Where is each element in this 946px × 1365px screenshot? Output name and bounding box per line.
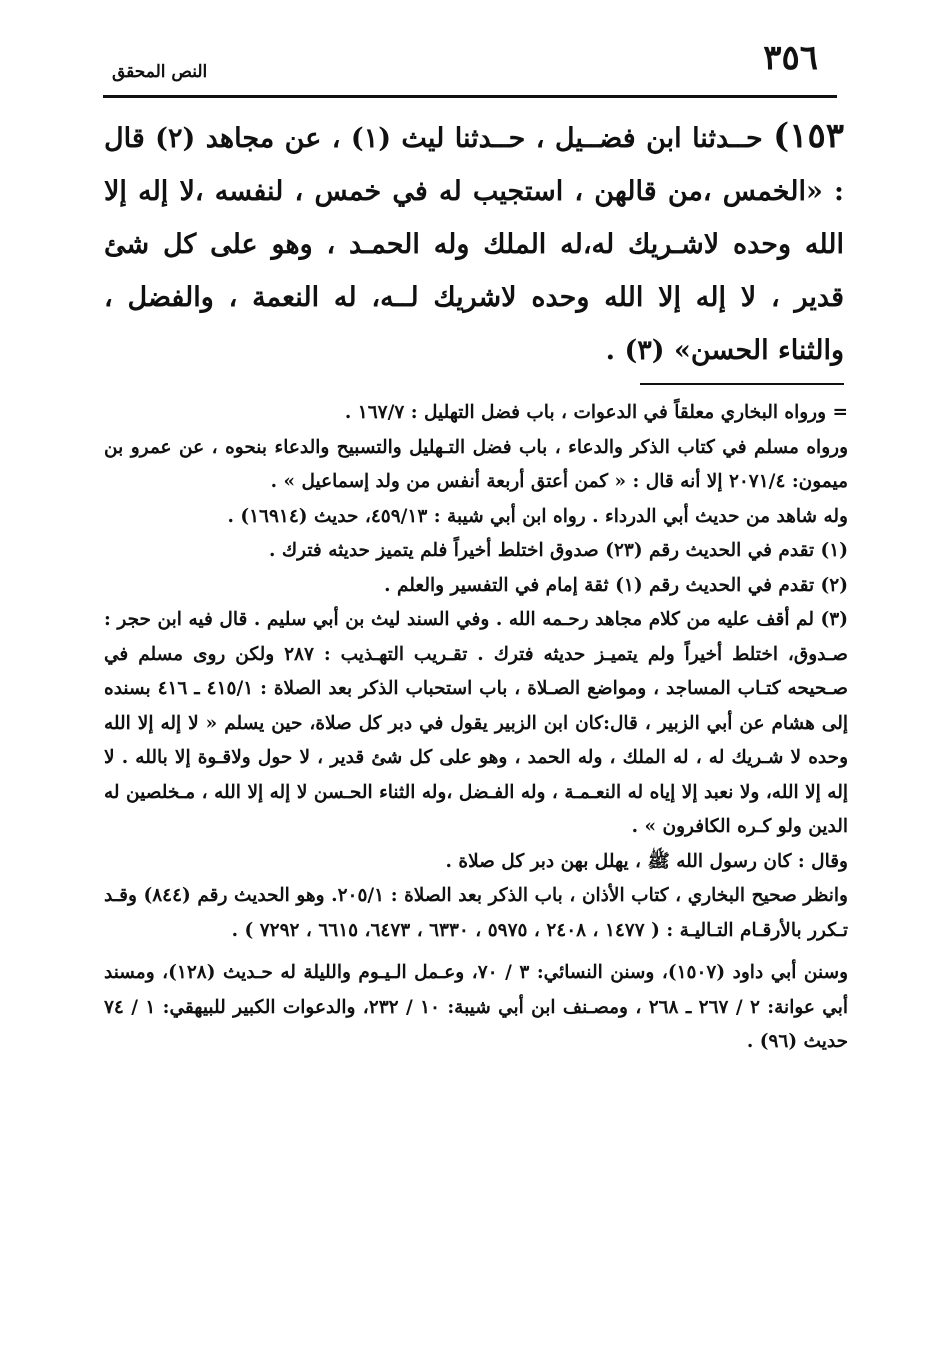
footnote-1: (١) تقدم في الحديث رقم (٢٣) صدوق اختلط أخيراً فلم يتميز حديثه فترك .	[268, 540, 848, 561]
spacer	[104, 948, 848, 956]
running-header: النص المحقق	[112, 62, 208, 82]
footnote-line: = ورواه البخاري معلقاً في الدعوات ، باب فضل التهليل : ١٦٧/٧ .	[344, 402, 848, 423]
footnotes	[104, 396, 848, 1060]
page-number: ٣٥٦	[763, 38, 818, 78]
footnote-line: وانظر صحيح البخاري ، كتاب الأذان ، باب الذكر بعد الصلاة : ٢٠٥/١. وهو الحديث رقم (٨٤٤) وقـد تـكرر بالأرقـام التـاليـة : ( ١٤٧٧ ، ٢٤٠٨ ، ٥٩٧٥ ، ٦٣٣٠ ، ٦٤٧٣، ٦٦١٥ ، ٧٢٩٢ ) .	[104, 885, 848, 941]
footnote-2: (٢) تقدم في الحديث رقم (١) ثقة إمام في التفسير والعلم .	[384, 574, 848, 596]
footnote-line: ورواه مسلم في كتاب الذكر والدعاء ، باب فضل التـهليل والتسبيح والدعاء بنحوه ، عن عمرو بن ميمون: ٢٠٧١/٤ إلا أنه قال : « كمن أعتق أربعة أنفس من ولد إسماعيل » .	[104, 436, 848, 492]
hadith-text: حــدثنا ابن فضــيل ، حــدثنا ليث (١) ، عن مجاهد (٢) قال : «الخمس ،من قالهن ، استجيب له في خمس ، لنفسه ،لا إله إلا الله وحده لاشـريك له،له الملك وله الحمـد ، وهو على كل شئ قدير ، لا إله إلا الله وحده لاشريك لــه، له النعمة ، والفضل ، والثناء الحسن» (٣) .	[104, 123, 844, 366]
footnote-line: وسنن أبي داود (١٥٠٧)، وسنن النسائي: ٣ / ٧٠، وعـمل الـيـوم والليلة له حـديث (١٢٨)، ومسند أبي عوانة: ٢ / ٢٦٧ ـ ٢٦٨ ، ومصـنف ابن أبي شيبة: ١٠ / ٢٣٢، والدعوات الكبير للبيهقي: ١ / ٧٤ حديث (٩٦) .	[104, 962, 849, 1052]
hadith-number: ١٥٣)	[773, 116, 844, 156]
hadith-block	[104, 110, 844, 377]
footnote-line: وله شاهد من حديث أبي الدرداء . رواه ابن أبي شيبة : ٤٥٩/١٣، حديث (١٦٩١٤) .	[227, 505, 848, 527]
footnote-line: وقال : كان رسول الله ﷺ ، يهلل بهن دبر كل صلاة .	[445, 850, 848, 872]
footnote-divider	[640, 383, 844, 385]
header-divider	[103, 95, 837, 98]
footnote-3: (٣) لم أقف عليه من كلام مجاهد رحـمه الله . وفي السند ليث بن أبي سليم . قال فيه ابن حجر : صـدوق، اختلط أخيراً ولم يتميـز حديثه فترك . تقـريب التهـذيب : ٢٨٧ ولكن روى مسلم في صـحيحه كتـاب المساجد ، ومواضع الصـلاة ، باب استحباب الذكر بعد الصلاة : ٤١٥/١ ـ ٤١٦ بسنده إلى هشام عن أبي الزبير ، قال:كان ابن الزبير يقول في دبر كل صلاة، حين يسلم « لا إله إلا الله وحده لا شـريك له ، له الملك ، وله الحمد ، وهو على كل شئ قدير ، لا حول ولاقـوة إلا بالله . لا إله إلا الله، ولا نعبد إلا إياه له النعـمـة ، وله الفـضل ،وله الثناء الحـسن لا إله إلا الله ، مـخلصين له الدين ولو كـره الكافرون » .	[104, 609, 848, 837]
